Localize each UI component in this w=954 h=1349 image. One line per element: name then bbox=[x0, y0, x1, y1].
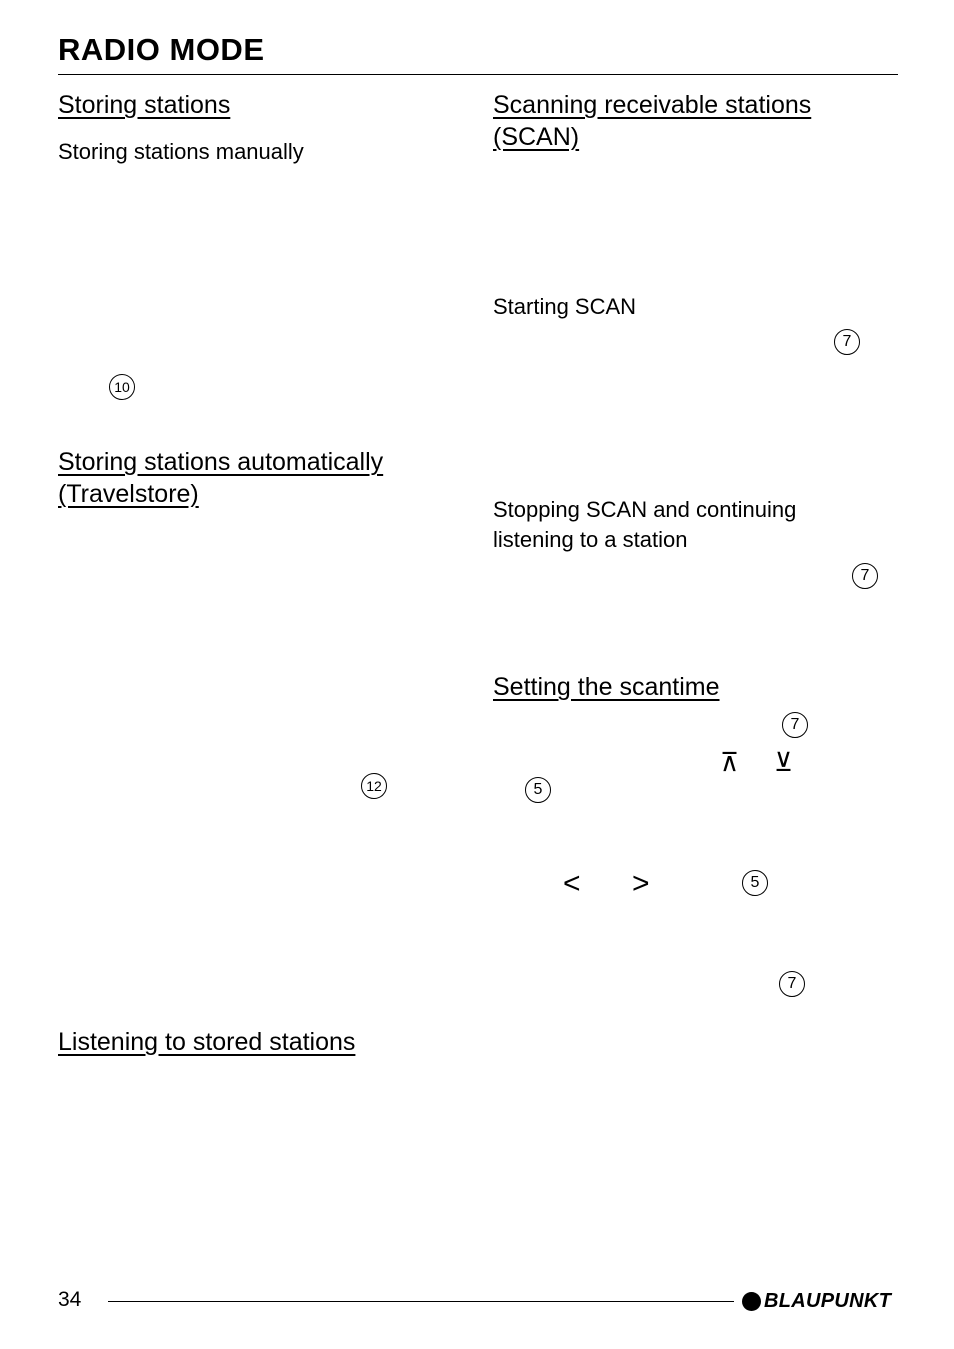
button-ref-7-icon: 7 bbox=[782, 712, 808, 738]
footer-divider bbox=[108, 1301, 734, 1302]
button-ref-7-icon: 7 bbox=[852, 563, 878, 589]
brand-name: BLAUPUNKT bbox=[764, 1290, 892, 1312]
stopping-scan-line2: listening to a station bbox=[493, 527, 688, 552]
stopping-scan-line1: Stopping SCAN and continuing bbox=[493, 497, 797, 522]
brand-dot-icon bbox=[742, 1292, 761, 1311]
button-ref-7-icon: 7 bbox=[779, 971, 805, 997]
arrow-down-icon: ⊻ bbox=[774, 747, 794, 777]
arrow-left-icon: < bbox=[563, 867, 581, 900]
button-ref-10-icon: 10 bbox=[109, 374, 135, 400]
travelstore-heading-line1: Storing stations automatically bbox=[58, 448, 384, 476]
page-title: RADIO MODE bbox=[58, 32, 265, 67]
brand-logo bbox=[742, 1290, 891, 1313]
arrow-up-icon: ⊼ bbox=[720, 747, 740, 777]
arrow-right-icon: > bbox=[632, 867, 650, 900]
title-divider bbox=[58, 74, 898, 75]
starting-scan-subheading: Starting SCAN bbox=[493, 294, 637, 319]
scantime-heading: Setting the scantime bbox=[493, 673, 720, 701]
button-ref-12-icon: 12 bbox=[361, 773, 387, 799]
scan-heading-line2: (SCAN) bbox=[493, 123, 580, 151]
storing-stations-heading: Storing stations bbox=[58, 91, 231, 119]
button-ref-5-icon: 5 bbox=[525, 777, 551, 803]
travelstore-heading-line2: (Travelstore) bbox=[58, 480, 199, 508]
storing-stations-manually-subheading: Storing stations manually bbox=[58, 139, 304, 164]
listening-stored-stations-heading: Listening to stored stations bbox=[58, 1028, 356, 1056]
button-ref-7-icon: 7 bbox=[834, 329, 860, 355]
scan-heading-line1: Scanning receivable stations bbox=[493, 91, 812, 119]
page-number: 34 bbox=[58, 1288, 82, 1311]
button-ref-5-icon: 5 bbox=[742, 870, 768, 896]
